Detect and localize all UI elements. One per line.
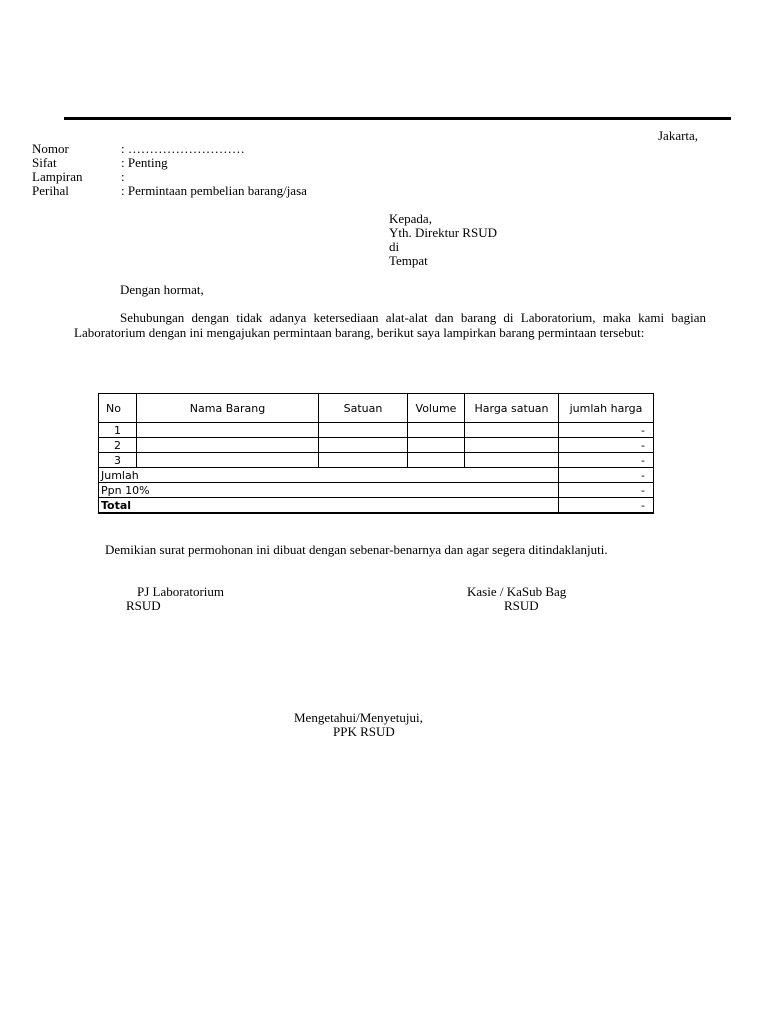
meta-label-perihal: Perihal	[32, 183, 69, 198]
summary-value: -	[559, 498, 654, 514]
table-row	[99, 453, 654, 468]
signature-left-org: RSUD	[126, 598, 161, 613]
row-volume	[408, 453, 465, 468]
col-header-harga-satuan: Harga satuan	[465, 394, 559, 423]
row-satuan	[319, 438, 408, 453]
signature-bottom-title: Mengetahui/Menyetujui,	[294, 710, 423, 725]
col-header-volume: Volume	[408, 394, 465, 423]
greeting: Dengan hormat,	[120, 282, 204, 297]
row-volume	[408, 423, 465, 438]
row-nama-barang	[137, 453, 319, 468]
signature-right-org: RSUD	[504, 598, 539, 613]
header-rule	[64, 117, 731, 120]
summary-label: Total	[99, 498, 559, 514]
meta-label-sifat: Sifat	[32, 155, 57, 170]
summary-row-jumlah	[99, 468, 654, 483]
summary-label: Ppn 10%	[99, 483, 559, 498]
signature-left-title: PJ Laboratorium	[137, 584, 225, 599]
signature-right-title: Kasie / KaSub Bag	[467, 584, 567, 599]
row-no: 1	[99, 423, 137, 438]
summary-value: -	[559, 468, 654, 483]
row-no: 3	[99, 453, 137, 468]
recipient-line-4: Tempat	[389, 253, 428, 268]
row-harga-satuan	[465, 438, 559, 453]
row-harga-satuan	[465, 453, 559, 468]
row-volume	[408, 438, 465, 453]
col-header-satuan: Satuan	[319, 394, 408, 423]
summary-row-ppn	[99, 483, 654, 498]
meta-label-nomor: Nomor	[32, 141, 69, 156]
table-header-row	[99, 394, 654, 423]
items-table	[98, 393, 654, 514]
col-header-jumlah-harga: jumlah harga	[559, 394, 654, 423]
row-satuan	[319, 423, 408, 438]
recipient-line-2: Yth. Direktur RSUD	[389, 225, 497, 240]
city-date: Jakarta,	[658, 128, 699, 143]
col-header-no: No	[99, 394, 137, 423]
recipient-line-3: di	[389, 239, 400, 254]
row-jumlah-harga: -	[559, 423, 654, 438]
recipient-line-1: Kepada,	[389, 211, 432, 226]
meta-value-perihal: : Permintaan pembelian barang/jasa	[121, 183, 307, 198]
meta-value-sifat: : Penting	[121, 155, 168, 170]
table-row	[99, 423, 654, 438]
row-nama-barang	[137, 438, 319, 453]
summary-value: -	[559, 483, 654, 498]
meta-value-lampiran: :	[121, 169, 125, 184]
row-jumlah-harga: -	[559, 438, 654, 453]
body-paragraph: Sehubungan dengan tidak adanya ketersediaan alat-alat dan barang di Laboratorium, maka kami bagian Laboratorium dengan ini mengajukan permintaan barang, berikut saya lampirkan barang permintaan tersebut:	[74, 310, 706, 340]
col-header-nama-barang: Nama Barang	[137, 394, 319, 423]
closing-statement: Demikian surat permohonan ini dibuat dengan sebenar-benarnya dan agar segera ditindaklanjuti.	[105, 542, 608, 557]
table-row	[99, 438, 654, 453]
summary-label: Jumlah	[99, 468, 559, 483]
summary-row-total	[99, 498, 654, 514]
meta-value-nomor: : ………………………	[121, 141, 245, 156]
signature-bottom-org: PPK RSUD	[333, 724, 395, 739]
row-satuan	[319, 453, 408, 468]
row-jumlah-harga: -	[559, 453, 654, 468]
row-harga-satuan	[465, 423, 559, 438]
meta-label-lampiran: Lampiran	[32, 169, 83, 184]
row-no: 2	[99, 438, 137, 453]
row-nama-barang	[137, 423, 319, 438]
